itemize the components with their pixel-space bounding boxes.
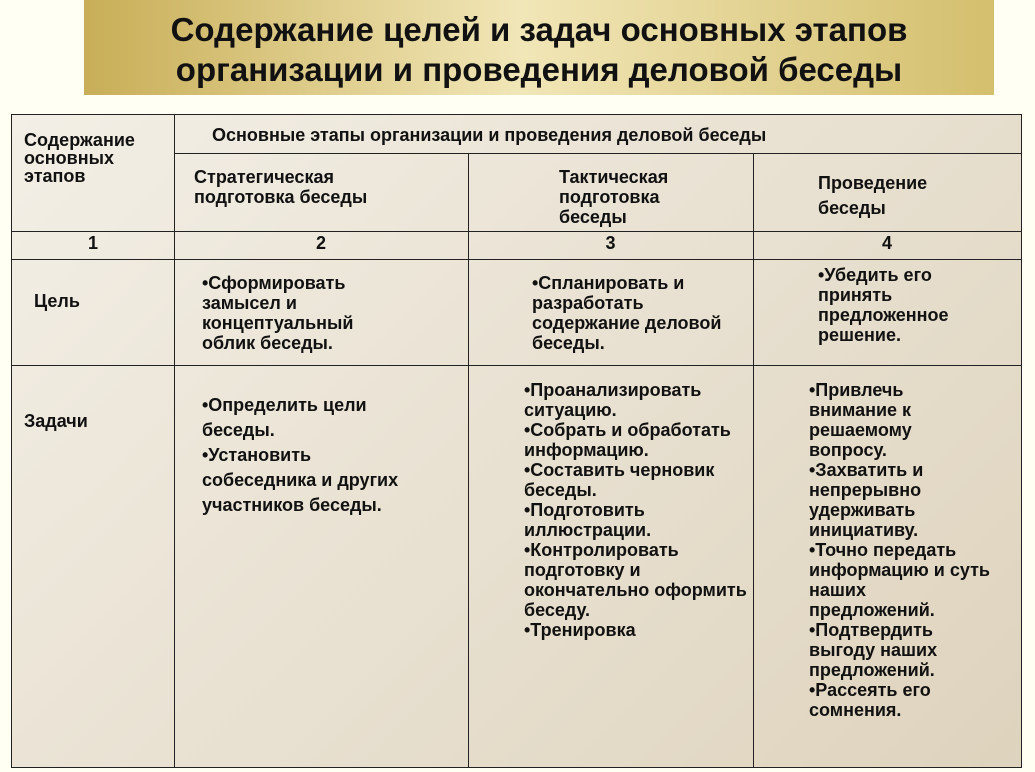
column-number-2: 2 [315, 233, 326, 253]
row-divider-numbers [12, 259, 1021, 260]
tasks-cell-tactical [524, 380, 749, 640]
stage-header-tactical: Тактическая подготовка беседы [559, 167, 669, 227]
list-item: •Проанализировать ситуацию. [524, 380, 702, 420]
goal-cell-conduct [818, 265, 993, 345]
column-number-1: 1 [87, 233, 98, 253]
list-item: •Установить собеседника и других участников беседы. [202, 445, 399, 515]
corner-header: Содержание основных этапов [24, 130, 135, 186]
list-item: •Сформировать замысел и концептуальный облик беседы. [202, 273, 354, 353]
list-item: •Определить цели беседы. [202, 395, 367, 440]
list-item: •Подтвердить выгоду наших предложений. [809, 620, 938, 680]
tasks-cell-strategic [202, 393, 422, 518]
list-item: •Убедить его принять предложенное решение. [818, 265, 949, 345]
title-line-2: организации и проведения деловой беседы [175, 51, 903, 88]
group-header: Основные этапы организации и проведения деловой беседы [212, 125, 767, 145]
page-title [84, 10, 994, 90]
list-item: •Составить черновик беседы. [524, 460, 715, 500]
title-line-1: Содержание целей и задач основных этапов [170, 11, 908, 48]
list-item: •Рассеять его сомнения. [809, 680, 931, 720]
col-divider-1 [174, 115, 175, 767]
tasks-cell-conduct [809, 380, 994, 720]
list-item: •Подготовить иллюстрации. [524, 500, 652, 540]
list-item: •Точно передать информацию и суть наших предложений. [809, 540, 990, 620]
row-divider-goal [12, 365, 1021, 366]
stage-header-conduct: Проведение беседы [818, 173, 928, 218]
list-item: •Контролировать подготовку и окончательно оформить беседу. [524, 540, 747, 620]
list-item: •Собрать и обработать информацию. [524, 420, 731, 460]
list-item: •Привлечь внимание к решаемому вопросу. [809, 380, 912, 460]
stage-header-strategic: Стратегическая подготовка беседы [194, 167, 368, 207]
goal-cell-tactical [532, 273, 742, 353]
row-divider-header [12, 231, 1021, 232]
stages-table [11, 114, 1022, 768]
row-divider-group [174, 153, 1021, 154]
column-number-4: 4 [881, 233, 892, 253]
list-item: •Захватить и непрерывно удерживать инициативу. [809, 460, 924, 540]
row-label-goal: Цель [34, 291, 80, 311]
row-label-tasks: Задачи [24, 411, 88, 431]
list-item: •Тренировка [524, 620, 636, 640]
list-item: •Спланировать и разработать содержание деловой беседы. [532, 273, 722, 353]
column-number-3: 3 [605, 233, 616, 253]
goal-cell-strategic [202, 273, 402, 353]
